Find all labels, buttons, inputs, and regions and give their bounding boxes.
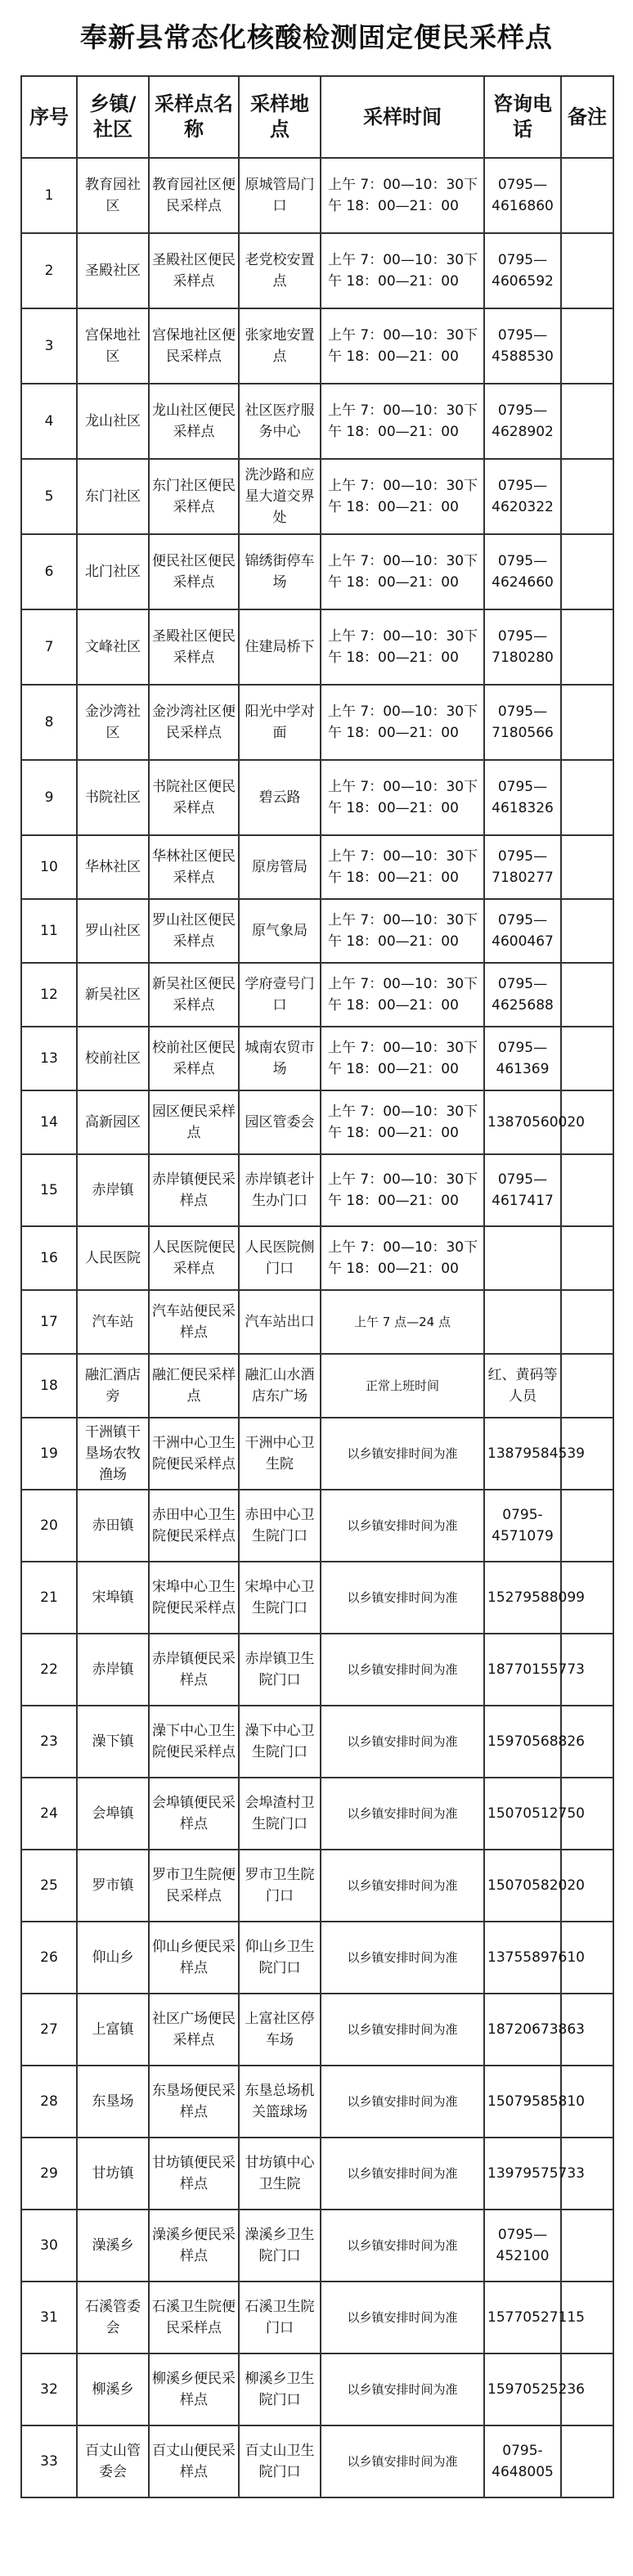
table-row [21, 2353, 613, 2425]
cell-place: 会埠渣村卫生院门口 [239, 1778, 321, 1850]
cell-time: 上午 7：00—10：30下午 18：00—21：00 [321, 308, 484, 384]
cell-phone: 0795—7180280 [484, 609, 561, 685]
cell-town: 赤田镇 [77, 1490, 149, 1562]
cell-phone: 0795-4571079 [484, 1490, 561, 1562]
cell-time: 上午 7：00—10：30下午 18：00—21：00 [321, 384, 484, 459]
cell-town: 汽车站 [77, 1290, 149, 1354]
cell-time: 上午 7：00—10：30下午 18：00—21：00 [321, 899, 484, 963]
cell-town: 柳溪乡 [77, 2353, 149, 2425]
cell-name: 宋埠中心卫生院便民采样点 [149, 1562, 239, 1634]
cell-name: 人民医院便民采样点 [149, 1226, 239, 1290]
header-no: 序号 [21, 76, 77, 158]
cell-phone: 0795—461369 [484, 1027, 561, 1090]
table-row [21, 1418, 613, 1490]
table-row [21, 2066, 613, 2138]
cell-note [561, 158, 613, 233]
cell-no: 17 [21, 1290, 77, 1354]
cell-note [561, 308, 613, 384]
cell-no: 19 [21, 1418, 77, 1490]
table-row [21, 1226, 613, 1290]
cell-name: 圣殿社区便民采样点 [149, 609, 239, 685]
cell-phone: 0795—4620322 [484, 459, 561, 534]
table-row [21, 534, 613, 609]
cell-place: 原气象局 [239, 899, 321, 963]
cell-place: 原房管局 [239, 835, 321, 899]
cell-note [561, 233, 613, 308]
cell-name: 圣殿社区便民采样点 [149, 233, 239, 308]
cell-no: 23 [21, 1706, 77, 1778]
cell-no: 28 [21, 2066, 77, 2138]
cell-phone: 13755897610 [484, 1922, 561, 1994]
table-row [21, 1027, 613, 1090]
cell-time: 以乡镇安排时间为准 [321, 2353, 484, 2425]
cell-no: 25 [21, 1850, 77, 1922]
cell-place: 东垦总场机关篮球场 [239, 2066, 321, 2138]
cell-town: 华林社区 [77, 835, 149, 899]
table-row [21, 1090, 613, 1154]
table-row [21, 1706, 613, 1778]
cell-phone: 0795—4588530 [484, 308, 561, 384]
cell-phone: 0795—4618326 [484, 760, 561, 835]
cell-name: 东门社区便民采样点 [149, 459, 239, 534]
cell-place: 原城管局门口 [239, 158, 321, 233]
cell-place: 锦绣街停车场 [239, 534, 321, 609]
cell-place: 人民医院侧门口 [239, 1226, 321, 1290]
cell-no: 10 [21, 835, 77, 899]
cell-time: 以乡镇安排时间为准 [321, 2210, 484, 2282]
cell-phone: 0795—4625688 [484, 963, 561, 1027]
cell-place: 园区管委会 [239, 1090, 321, 1154]
cell-place: 洗沙路和应星大道交界处 [239, 459, 321, 534]
cell-phone [484, 1226, 561, 1290]
cell-place: 张家地安置点 [239, 308, 321, 384]
cell-note [561, 1354, 613, 1418]
cell-town: 甘坊镇 [77, 2138, 149, 2210]
table-row [21, 1490, 613, 1562]
cell-name: 澡溪乡便民采样点 [149, 2210, 239, 2282]
table-row [21, 459, 613, 534]
table-header-row [21, 76, 613, 158]
table-row [21, 1290, 613, 1354]
cell-place: 社区医疗服务中心 [239, 384, 321, 459]
cell-town: 干洲镇干垦场农牧渔场 [77, 1418, 149, 1490]
sampling-points-table [20, 75, 614, 2498]
cell-time: 上午 7：00—10：30下午 18：00—21：00 [321, 685, 484, 760]
cell-note [561, 384, 613, 459]
cell-time: 上午 7：00—10：30下午 18：00—21：00 [321, 233, 484, 308]
cell-name: 赤岸镇便民采样点 [149, 1154, 239, 1226]
cell-name: 宫保地社区便民采样点 [149, 308, 239, 384]
cell-note [561, 1490, 613, 1562]
cell-phone: 红、黄码等人员 [484, 1354, 561, 1418]
cell-town: 高新园区 [77, 1090, 149, 1154]
table-row [21, 1994, 613, 2066]
table-row [21, 963, 613, 1027]
cell-note [561, 760, 613, 835]
cell-phone: 15970525236 [484, 2353, 561, 2425]
cell-town: 会埠镇 [77, 1778, 149, 1850]
table-row [21, 2425, 613, 2497]
cell-name: 百丈山便民采样点 [149, 2425, 239, 2497]
cell-name: 澡下中心卫生院便民采样点 [149, 1706, 239, 1778]
cell-name: 社区广场便民采样点 [149, 1994, 239, 2066]
table-row [21, 1154, 613, 1226]
cell-town: 文峰社区 [77, 609, 149, 685]
cell-name: 教育园社区便民采样点 [149, 158, 239, 233]
cell-note [561, 459, 613, 534]
table-row [21, 760, 613, 835]
cell-time: 上午 7：00—10：30下午 18：00—21：00 [321, 609, 484, 685]
cell-phone: 0795—7180277 [484, 835, 561, 899]
cell-note [561, 2425, 613, 2497]
cell-town: 书院社区 [77, 760, 149, 835]
header-phone: 咨询电话 [484, 76, 561, 158]
cell-town: 宋埠镇 [77, 1562, 149, 1634]
cell-name: 甘坊镇便民采样点 [149, 2138, 239, 2210]
cell-note [561, 835, 613, 899]
table-row [21, 2282, 613, 2353]
header-town: 乡镇/社区 [77, 76, 149, 158]
cell-name: 干洲中心卫生院便民采样点 [149, 1418, 239, 1490]
cell-phone: 15070582020 [484, 1850, 561, 1922]
cell-note [561, 685, 613, 760]
cell-town: 罗山社区 [77, 899, 149, 963]
cell-time: 正常上班时间 [321, 1354, 484, 1418]
cell-phone: 15070512750 [484, 1778, 561, 1850]
cell-place: 柳溪乡卫生院门口 [239, 2353, 321, 2425]
cell-time: 上午 7：00—10：30下午 18：00—21：00 [321, 1226, 484, 1290]
cell-phone: 15079585810 [484, 2066, 561, 2138]
cell-place: 住建局桥下 [239, 609, 321, 685]
cell-town: 东垦场 [77, 2066, 149, 2138]
cell-phone: 0795—4616860 [484, 158, 561, 233]
cell-town: 石溪管委会 [77, 2282, 149, 2353]
cell-town: 金沙湾社区 [77, 685, 149, 760]
cell-time: 上午 7 点—24 点 [321, 1290, 484, 1354]
table-row [21, 2138, 613, 2210]
cell-time: 上午 7：00—10：30下午 18：00—21：00 [321, 459, 484, 534]
cell-place: 甘坊镇中心卫生院 [239, 2138, 321, 2210]
cell-town: 东门社区 [77, 459, 149, 534]
cell-place: 百丈山卫生院门口 [239, 2425, 321, 2497]
cell-phone: 0795—7180566 [484, 685, 561, 760]
cell-no: 15 [21, 1154, 77, 1226]
cell-time: 上午 7：00—10：30下午 18：00—21：00 [321, 158, 484, 233]
cell-town: 仰山乡 [77, 1922, 149, 1994]
cell-no: 12 [21, 963, 77, 1027]
cell-phone: 0795—4600467 [484, 899, 561, 963]
cell-town: 澡溪乡 [77, 2210, 149, 2282]
cell-phone: 15279588099 [484, 1562, 561, 1634]
cell-no: 3 [21, 308, 77, 384]
cell-no: 22 [21, 1634, 77, 1706]
cell-phone: 0795—4628902 [484, 384, 561, 459]
table-row [21, 2210, 613, 2282]
cell-place: 澡下中心卫生院门口 [239, 1706, 321, 1778]
cell-time: 以乡镇安排时间为准 [321, 2282, 484, 2353]
table-row [21, 835, 613, 899]
table-row [21, 685, 613, 760]
cell-time: 上午 7：00—10：30下午 18：00—21：00 [321, 760, 484, 835]
cell-place: 阳光中学对面 [239, 685, 321, 760]
cell-town: 人民医院 [77, 1226, 149, 1290]
cell-time: 以乡镇安排时间为准 [321, 1994, 484, 2066]
cell-time: 以乡镇安排时间为准 [321, 1490, 484, 1562]
cell-note [561, 1154, 613, 1226]
cell-no: 20 [21, 1490, 77, 1562]
cell-no: 11 [21, 899, 77, 963]
cell-time: 以乡镇安排时间为准 [321, 1778, 484, 1850]
table-row [21, 1778, 613, 1850]
cell-name: 校前社区便民采样点 [149, 1027, 239, 1090]
header-time: 采样时间 [321, 76, 484, 158]
header-name: 采样点名称 [149, 76, 239, 158]
cell-no: 32 [21, 2353, 77, 2425]
cell-no: 9 [21, 760, 77, 835]
header-note: 备注 [561, 76, 613, 158]
cell-name: 赤岸镇便民采样点 [149, 1634, 239, 1706]
cell-place: 碧云路 [239, 760, 321, 835]
cell-time: 以乡镇安排时间为准 [321, 1418, 484, 1490]
cell-time: 以乡镇安排时间为准 [321, 1634, 484, 1706]
cell-name: 便民社区便民采样点 [149, 534, 239, 609]
cell-place: 仰山乡卫生院门口 [239, 1922, 321, 1994]
cell-town: 宫保地社区 [77, 308, 149, 384]
cell-place: 上富社区停车场 [239, 1994, 321, 2066]
cell-note [561, 609, 613, 685]
cell-time: 以乡镇安排时间为准 [321, 2138, 484, 2210]
cell-no: 27 [21, 1994, 77, 2066]
cell-town: 龙山社区 [77, 384, 149, 459]
cell-phone: 0795—4624660 [484, 534, 561, 609]
cell-phone: 0795—452100 [484, 2210, 561, 2282]
cell-town: 赤岸镇 [77, 1634, 149, 1706]
cell-no: 24 [21, 1778, 77, 1850]
table-row [21, 1634, 613, 1706]
cell-time: 以乡镇安排时间为准 [321, 1562, 484, 1634]
cell-name: 赤田中心卫生院便民采样点 [149, 1490, 239, 1562]
cell-town: 赤岸镇 [77, 1154, 149, 1226]
cell-name: 东垦场便民采样点 [149, 2066, 239, 2138]
cell-time: 以乡镇安排时间为准 [321, 1922, 484, 1994]
cell-name: 华林社区便民采样点 [149, 835, 239, 899]
cell-place: 罗市卫生院门口 [239, 1850, 321, 1922]
table-row [21, 384, 613, 459]
cell-phone: 0795—4606592 [484, 233, 561, 308]
cell-no: 5 [21, 459, 77, 534]
table-row [21, 1562, 613, 1634]
cell-time: 上午 7：00—10：30下午 18：00—21：00 [321, 963, 484, 1027]
cell-time: 以乡镇安排时间为准 [321, 1706, 484, 1778]
cell-phone: 18770155773 [484, 1634, 561, 1706]
cell-town: 北门社区 [77, 534, 149, 609]
cell-note [561, 1027, 613, 1090]
cell-no: 1 [21, 158, 77, 233]
cell-phone: 15770527115 [484, 2282, 561, 2353]
cell-name: 罗市卫生院便民采样点 [149, 1850, 239, 1922]
table-row [21, 308, 613, 384]
cell-no: 7 [21, 609, 77, 685]
cell-phone: 13870560020 [484, 1090, 561, 1154]
cell-no: 21 [21, 1562, 77, 1634]
cell-time: 以乡镇安排时间为准 [321, 2066, 484, 2138]
cell-no: 4 [21, 384, 77, 459]
cell-no: 33 [21, 2425, 77, 2497]
cell-no: 26 [21, 1922, 77, 1994]
cell-note [561, 1226, 613, 1290]
cell-phone: 0795-4648005 [484, 2425, 561, 2497]
cell-no: 30 [21, 2210, 77, 2282]
cell-place: 老党校安置点 [239, 233, 321, 308]
table-row [21, 1922, 613, 1994]
cell-place: 赤岸镇老计生办门口 [239, 1154, 321, 1226]
cell-place: 赤岸镇卫生院门口 [239, 1634, 321, 1706]
cell-phone: 13979575733 [484, 2138, 561, 2210]
cell-time: 以乡镇安排时间为准 [321, 2425, 484, 2497]
cell-town: 上富镇 [77, 1994, 149, 2066]
cell-no: 14 [21, 1090, 77, 1154]
cell-place: 干洲中心卫生院 [239, 1418, 321, 1490]
cell-town: 教育园社区 [77, 158, 149, 233]
cell-no: 2 [21, 233, 77, 308]
cell-note [561, 534, 613, 609]
cell-place: 学府壹号门口 [239, 963, 321, 1027]
cell-town: 罗市镇 [77, 1850, 149, 1922]
cell-place: 石溪卫生院门口 [239, 2282, 321, 2353]
cell-no: 18 [21, 1354, 77, 1418]
table-row [21, 1354, 613, 1418]
table-row [21, 1850, 613, 1922]
cell-name: 仰山乡便民采样点 [149, 1922, 239, 1994]
cell-phone: 15970568826 [484, 1706, 561, 1778]
cell-no: 6 [21, 534, 77, 609]
cell-name: 书院社区便民采样点 [149, 760, 239, 835]
cell-name: 柳溪乡便民采样点 [149, 2353, 239, 2425]
cell-town: 融汇酒店旁 [77, 1354, 149, 1418]
cell-town: 澡下镇 [77, 1706, 149, 1778]
cell-time: 上午 7：00—10：30下午 18：00—21：00 [321, 534, 484, 609]
cell-name: 罗山社区便民采样点 [149, 899, 239, 963]
cell-place: 宋埠中心卫生院门口 [239, 1562, 321, 1634]
cell-note [561, 1290, 613, 1354]
cell-note [561, 899, 613, 963]
cell-name: 金沙湾社区便民采样点 [149, 685, 239, 760]
cell-no: 31 [21, 2282, 77, 2353]
cell-place: 城南农贸市场 [239, 1027, 321, 1090]
cell-phone: 18720673863 [484, 1994, 561, 2066]
table-row [21, 609, 613, 685]
cell-place: 汽车站出口 [239, 1290, 321, 1354]
cell-name: 新吴社区便民采样点 [149, 963, 239, 1027]
cell-time: 上午 7：00—10：30下午 18：00—21：00 [321, 1027, 484, 1090]
cell-name: 汽车站便民采样点 [149, 1290, 239, 1354]
cell-time: 以乡镇安排时间为准 [321, 1850, 484, 1922]
cell-phone: 0795—4617417 [484, 1154, 561, 1226]
cell-phone [484, 1290, 561, 1354]
cell-place: 澡溪乡卫生院门口 [239, 2210, 321, 2282]
cell-name: 会埠镇便民采样点 [149, 1778, 239, 1850]
table-row [21, 233, 613, 308]
table-row [21, 158, 613, 233]
cell-time: 上午 7：00—10：30下午 18：00—21：00 [321, 1090, 484, 1154]
cell-no: 29 [21, 2138, 77, 2210]
cell-name: 石溪卫生院便民采样点 [149, 2282, 239, 2353]
cell-name: 融汇便民采样点 [149, 1354, 239, 1418]
cell-time: 上午 7：00—10：30下午 18：00—21：00 [321, 1154, 484, 1226]
cell-note [561, 963, 613, 1027]
header-place: 采样地点 [239, 76, 321, 158]
cell-name: 园区便民采样点 [149, 1090, 239, 1154]
cell-town: 圣殿社区 [77, 233, 149, 308]
cell-no: 13 [21, 1027, 77, 1090]
cell-name: 龙山社区便民采样点 [149, 384, 239, 459]
cell-place: 融汇山水酒店东广场 [239, 1354, 321, 1418]
table-row [21, 899, 613, 963]
cell-town: 校前社区 [77, 1027, 149, 1090]
cell-no: 16 [21, 1226, 77, 1290]
cell-town: 新吴社区 [77, 963, 149, 1027]
cell-no: 8 [21, 685, 77, 760]
cell-town: 百丈山管委会 [77, 2425, 149, 2497]
cell-time: 上午 7：00—10：30下午 18：00—21：00 [321, 835, 484, 899]
cell-place: 赤田中心卫生院门口 [239, 1490, 321, 1562]
cell-note [561, 2210, 613, 2282]
page-title: 奉新县常态化核酸检测固定便民采样点 [80, 21, 553, 53]
cell-phone: 13879584539 [484, 1418, 561, 1490]
